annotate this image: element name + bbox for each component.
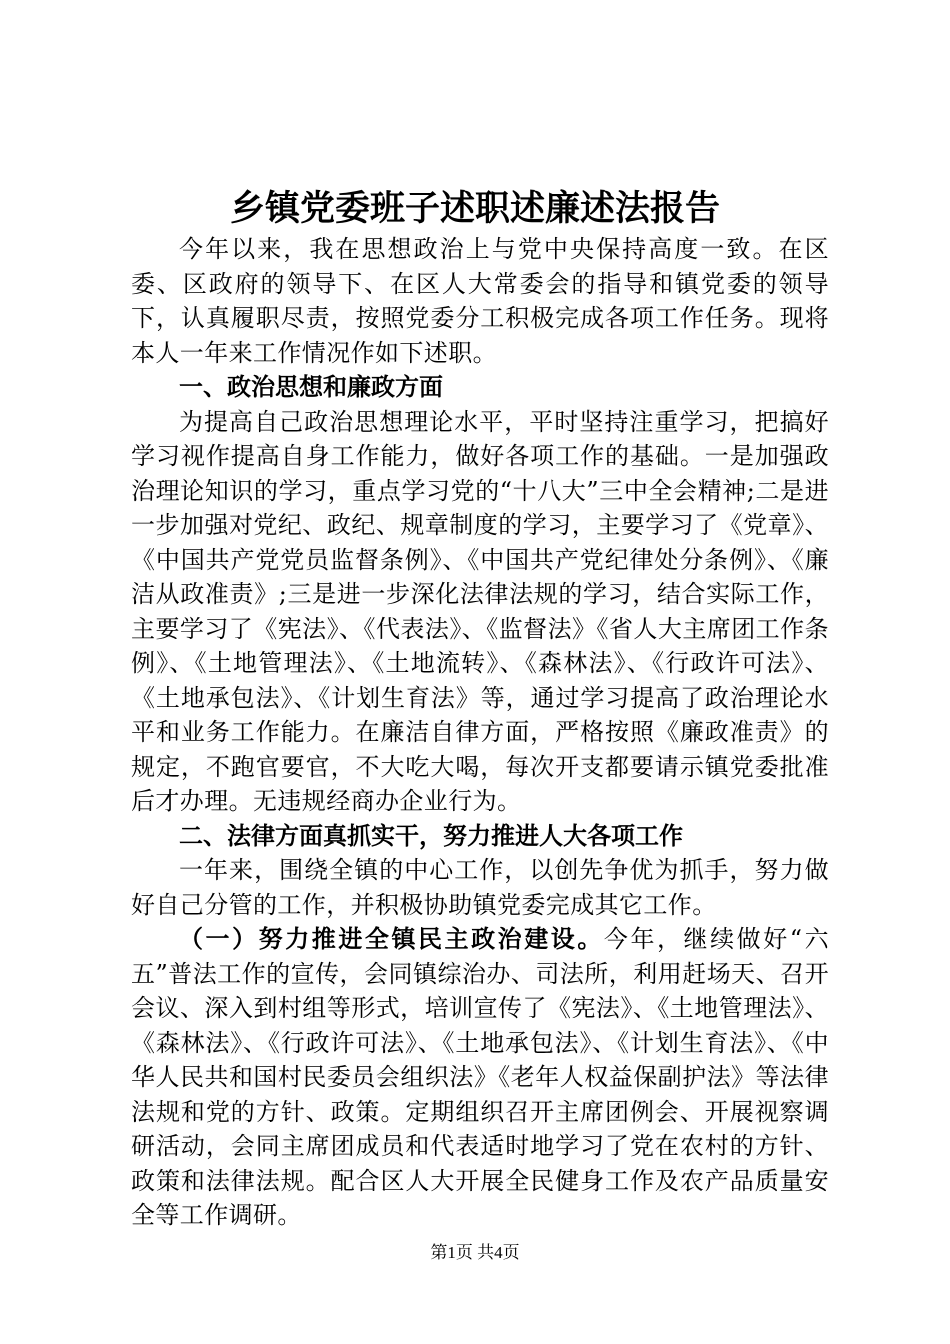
page-number-footer: 第1页 共4页 (430, 1243, 520, 1262)
section-heading-1: 一、政治思想和廉政方面 (179, 373, 443, 401)
document-title: 乡镇党委班子述职述廉述法报告 (229, 188, 720, 229)
section-heading-2: 二、法律方面真抓实干，努力推进人大各项工作 (179, 821, 683, 850)
paragraph-political-study: 为提高自己政治思想理论水平，平时坚持注重学习，把搞好学习视作提高自身工作能力，做好各项工作的基础。一是加强政治理论知识的学习，重点学习党的“十八大”三中全会精神;二是进一步加强对党纪、政纪、规章制度的学习，主要学习了《党章》、《中国共产党党员监督条例》、《中国共产党纪律处分条例》、《廉洁从政准责》;三是进一步深化法律法规的学习，结合实际工作，主要学习了《宪法》、《代表法》、《监督法》《省人大主席团工作条例》、《土地管理法》、《土地流转》、《森林法》、《行政许可法》、《土地承包法》、《计划生育法》等，通过学习提高了政治理论水平和业务工作能力。在廉洁自律方面，严格按照《廉政准责》的规定，不跑官要官，不大吃大喝，每次开支都要请示镇党委批准后才办理。无违规经商办企业行为。 (131, 407, 829, 815)
subsection-lead: （一）努力推进全镇民主政治建设。 (179, 925, 604, 953)
paragraph-democracy-building (131, 922, 829, 1233)
subsection-text: 今年，继续做好“六五”普法工作的宣传，会同镇综治办、司法所，利用赶场天、召开会议、深入到村组等形式，培训宣传了《宪法》、《土地管理法》、《森林法》、《行政许可法》、《土地承包法》、《计划生育法》、《中华人民共和国村民委员会组织法》《老年人权益保副护法》等法律法规和党的方针、政策。定期组织召开主席团例会、开展视察调研活动，会同主席团成员和代表适时地学习了党在农村的方针、政策和法律法规。配合区人大开展全民健身工作及农产品质量安全等工作调研。 (131, 925, 829, 1229)
paragraph-work-overview: 一年来，围绕全镇的中心工作，以创先争优为抓手，努力做好自己分管的工作，并积极协助镇党委完成其它工作。 (131, 856, 829, 919)
paragraph-intro: 今年以来，我在思想政治上与党中央保持高度一致。在区委、区政府的领导下、在区人大常委会的指导和镇党委的领导下，认真履职尽责，按照党委分工积极完成各项工作任务。现将本人一年来工作情况作如下述职。 (131, 235, 829, 367)
document-body (131, 232, 829, 1233)
